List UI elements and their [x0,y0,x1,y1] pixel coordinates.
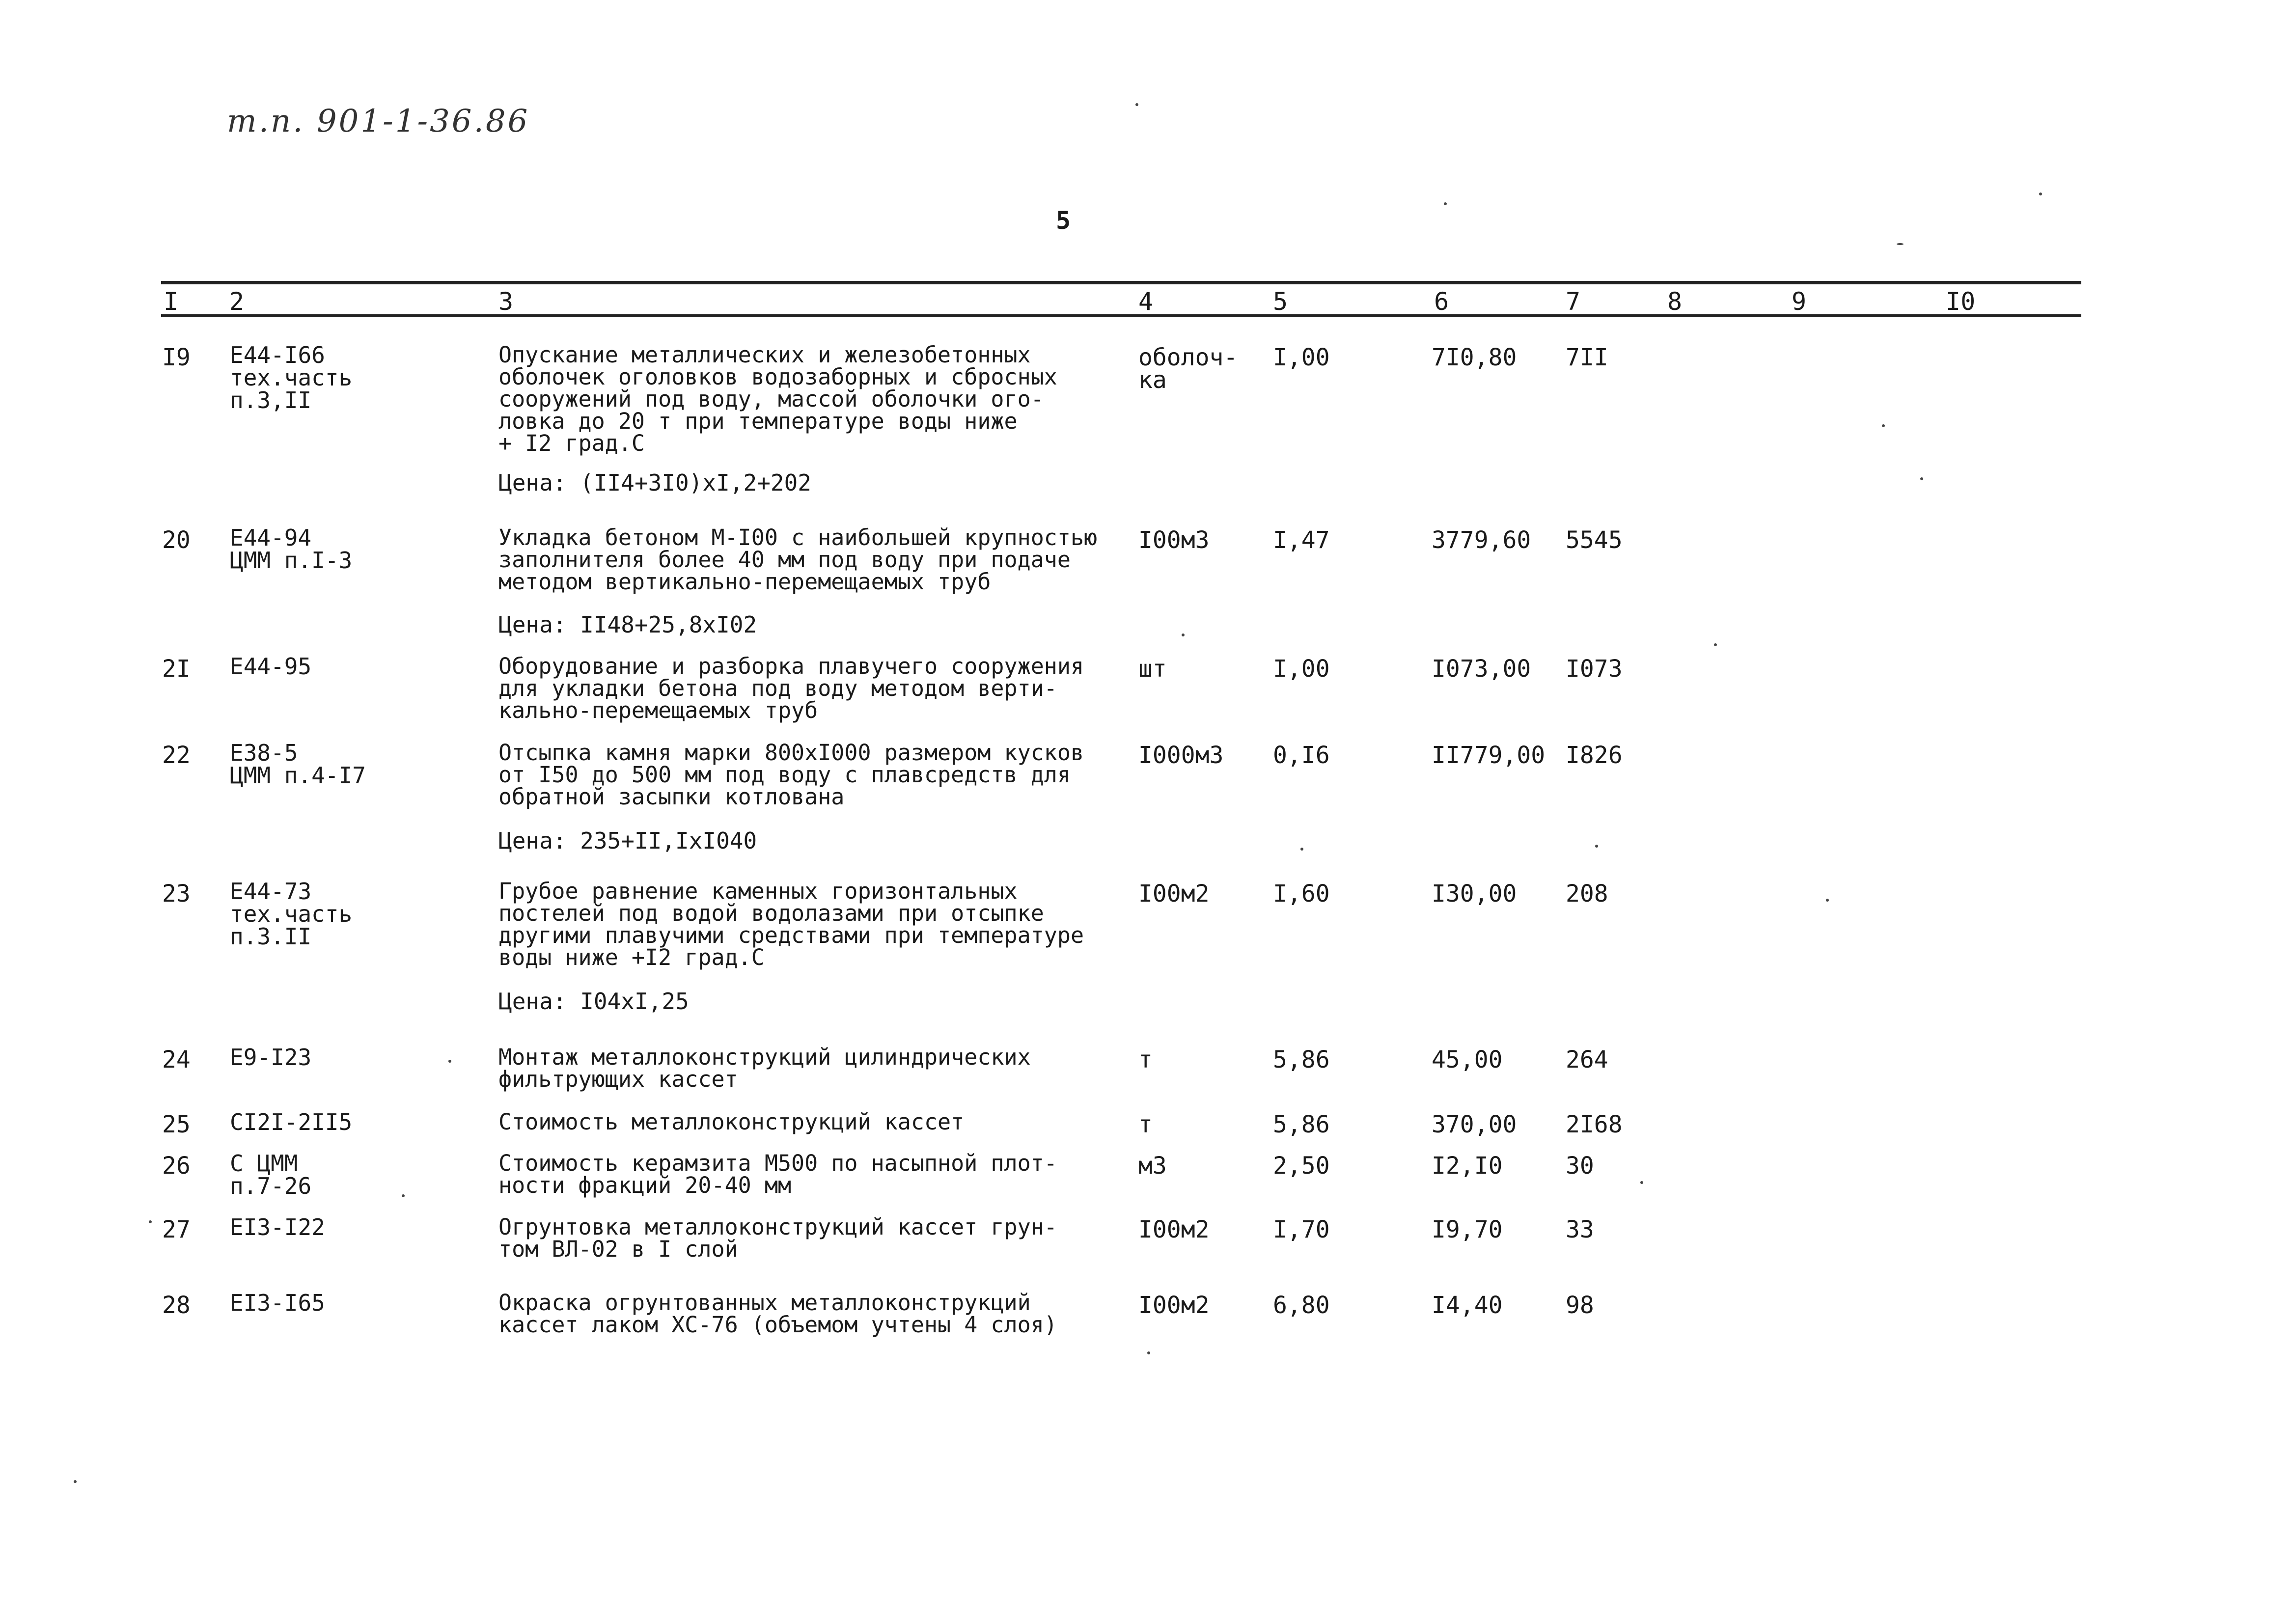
price-calculation-note: Цена: II48+25,8xI02 [498,611,757,638]
quantity: I,00 [1273,655,1330,683]
scan-speck [1882,424,1885,427]
scan-speck [1826,899,1829,902]
unit-cost: 7I0,80 [1432,344,1517,371]
unit-cost: I2,I0 [1432,1152,1503,1180]
unit-of-measure: шт [1138,655,1167,683]
scan-speck [1897,243,1904,245]
unit-cost: I30,00 [1432,880,1517,908]
scan-speck [1444,202,1447,205]
work-description-line: постелей под водой водолазами при отсыпке [498,900,1044,926]
unit-of-measure: I000м3 [1138,742,1224,769]
rate-code-line: ЦММ п.I-3 [230,547,353,574]
rate-code-line: п.3.II [230,923,312,950]
row-number: 22 [162,742,191,769]
unit-cost: 370,00 [1432,1111,1517,1138]
unit-of-measure: м3 [1138,1152,1167,1180]
quantity: I,47 [1273,526,1330,554]
row-number: 2I [162,655,191,683]
total-cost: 30 [1566,1152,1594,1180]
quantity: 6,80 [1273,1292,1330,1319]
column-header-4: 4 [1138,287,1154,316]
work-description-line: том ВЛ-02 в I слой [498,1236,738,1262]
work-description-line: методом вертикально-перемещаемых труб [498,569,991,595]
work-description-line: ловка до 20 т при температуре воды ниже [498,408,1018,434]
work-description-line: оболочек оголовков водозаборных и сбросных [498,364,1057,390]
quantity: I,00 [1273,344,1330,371]
scan-speck [1182,633,1185,636]
column-header-5: 5 [1273,287,1288,316]
row-number: 26 [162,1152,191,1180]
column-header-2: 2 [229,287,245,316]
total-cost: 264 [1566,1046,1608,1073]
work-description-line: обратной засыпки котлована [498,784,845,810]
unit-cost: II779,00 [1432,742,1546,769]
scan-speck [2039,193,2042,195]
total-cost: 2I68 [1566,1111,1623,1138]
row-number: 27 [162,1216,191,1243]
work-description-line: для укладки бетона под воду методом верти- [498,675,1057,701]
page-number: 5 [1056,206,1071,235]
price-calculation-note: Цена: (II4+3I0)xI,2+202 [498,469,811,496]
work-description-line: другими плавучими средствами при температуре [498,922,1084,948]
quantity: 2,50 [1273,1152,1330,1180]
rate-code-line: Е9-I23 [230,1044,312,1071]
rate-code-line: ЕI3-I22 [230,1214,325,1240]
document-code: т.п. 901-1-36.86 [227,103,530,139]
quantity: 5,86 [1273,1046,1330,1073]
total-cost: 98 [1566,1292,1594,1319]
rate-code-line: Е44-I66 [230,342,325,368]
column-header-9: 9 [1792,287,1807,316]
work-description-line: сооружений под воду, массой оболочки ого- [498,386,1044,412]
rate-code-line: тех.часть [230,364,353,391]
column-header-8: 8 [1667,287,1683,316]
row-number: 28 [162,1292,191,1319]
price-calculation-note: Цена: I04xI,25 [498,988,689,1015]
quantity: 5,86 [1273,1111,1330,1138]
unit-cost: I073,00 [1432,655,1531,683]
quantity: I,70 [1273,1216,1330,1243]
rate-code-line: Е44-73 [230,878,312,905]
rate-code-line: п.7-26 [230,1173,312,1199]
unit-cost: 3779,60 [1432,526,1531,554]
unit-of-measure: I00м2 [1138,1216,1210,1243]
unit-of-measure: т [1138,1111,1153,1138]
unit-of-measure: I00м2 [1138,880,1210,908]
total-cost: I073 [1566,655,1623,683]
work-description-line: воды ниже +I2 град.С [498,944,765,970]
rate-code-line: ЦММ п.4-I7 [230,762,366,789]
row-number: 20 [162,526,191,554]
unit-cost: I4,40 [1432,1292,1503,1319]
unit-of-measure: оболоч- [1138,344,1238,371]
column-header-6: 6 [1434,287,1449,316]
scan-speck [1714,643,1717,646]
work-description-line: Монтаж металлоконструкций цилиндрических [498,1044,1031,1070]
work-description-line: ности фракций 20-40 мм [498,1172,792,1198]
work-description-line: от I50 до 500 мм под воду с плавсредств для [498,762,1071,788]
unit-of-measure: I00м3 [1138,526,1210,554]
total-cost: I826 [1566,742,1623,769]
scan-speck [1640,1181,1643,1184]
quantity: 0,I6 [1273,742,1330,769]
scan-speck [149,1220,152,1223]
work-description-line: заполнителя более 40 мм под воду при подаче [498,547,1071,573]
price-calculation-note: Цена: 235+II,IxI040 [498,827,757,854]
row-number: 24 [162,1046,191,1073]
work-description-line: Стоимость керамзита М500 по насыпной плот- [498,1150,1057,1176]
work-description-line: Окраска огрунтованных металлоконструкций [498,1290,1031,1316]
scan-speck [1135,103,1138,106]
row-number: 23 [162,880,191,908]
work-description-line: Огрунтовка металлоконструкций кассет грун- [498,1214,1057,1240]
unit-cost: I9,70 [1432,1216,1503,1243]
column-header-10: I0 [1946,287,1976,316]
scan-speck [402,1194,405,1197]
unit-of-measure: т [1138,1046,1153,1073]
work-description-line: Опускание металлических и железобетонных [498,342,1031,368]
total-cost: 208 [1566,880,1608,908]
row-number: I9 [162,344,191,371]
rate-code-line: Е44-94 [230,524,312,551]
scan-speck [1300,848,1303,851]
work-description-line: + I2 град.С [498,430,645,456]
work-description-line: Стоимость металлоконструкций кассет [498,1109,965,1135]
rate-code-line: Е38-5 [230,740,298,766]
scan-speck [1595,845,1598,848]
scan-speck [1147,1351,1150,1354]
work-description-line: фильтрующих кассет [498,1066,738,1092]
unit-cost: 45,00 [1432,1046,1503,1073]
scan-speck [1920,477,1923,480]
column-header-7: 7 [1566,287,1581,316]
unit-of-measure: ка [1138,366,1167,394]
table-top-rule [161,281,2081,284]
rate-code-line: СI2I-2II5 [230,1109,353,1135]
total-cost: 7II [1566,344,1608,371]
work-description-line: Оборудование и разборка плавучего сооружения [498,653,1084,679]
work-description-line: Укладка бетоном М-I00 с наибольшей крупностью [498,524,1098,551]
column-header-1: I [164,287,179,316]
work-description-line: Грубое равнение каменных горизонтальных [498,878,1018,904]
rate-code-line: С ЦММ [230,1150,298,1177]
unit-of-measure: I00м2 [1138,1292,1210,1319]
total-cost: 5545 [1566,526,1623,554]
rate-code-line: Е44-95 [230,653,312,680]
column-header-3: 3 [498,287,514,316]
total-cost: 33 [1566,1216,1594,1243]
work-description-line: кально-перемещаемых труб [498,697,818,723]
work-description-line: Отсыпка камня марки 800xI000 размером кусков [498,740,1084,766]
quantity: I,60 [1273,880,1330,908]
scan-speck [74,1480,77,1483]
row-number: 25 [162,1111,191,1138]
rate-code-line: п.3,II [230,387,312,413]
scan-speck [448,1060,451,1063]
rate-code-line: ЕI3-I65 [230,1290,325,1316]
rate-code-line: тех.часть [230,901,353,927]
work-description-line: кассет лаком ХС-76 (объемом учтены 4 слоя) [498,1312,1057,1338]
